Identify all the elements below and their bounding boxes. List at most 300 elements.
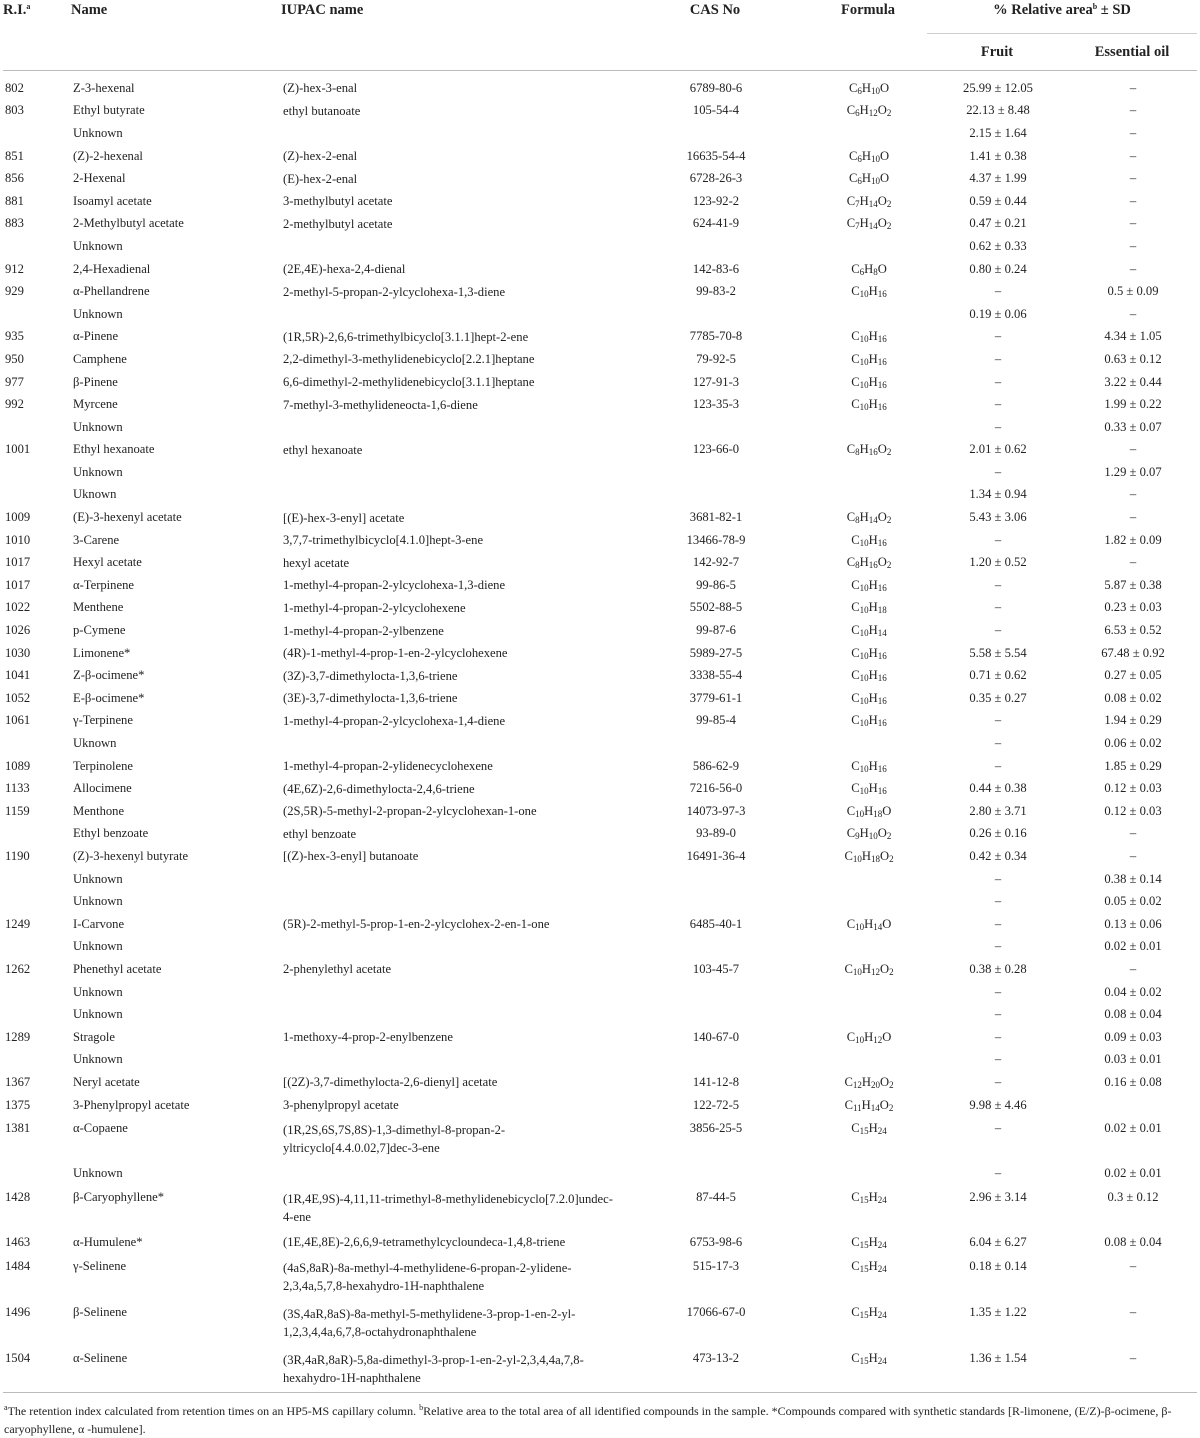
cell-essential-oil: 0.02 ± 0.01 [1104,1166,1162,1181]
cell-iupac: [(2Z)-3,7-dimethylocta-2,6-dienyl] acetate [283,1075,498,1090]
cell-ri: 1496 [5,1304,31,1319]
cell-name: Neryl acetate [73,1074,140,1089]
cell-iupac: 1-methyl-4-propan-2-ylcyclohexa-1,4-diene [283,713,506,728]
table-row [3,958,1197,981]
cell-name: Unknown [73,1166,123,1181]
cell-name: α-Selinene [73,1350,128,1365]
table-row [3,1162,1197,1185]
cell-cas: 140-67-0 [692,1029,740,1044]
cell-essential-oil: 1.85 ± 0.29 [1104,758,1162,773]
cell-cas: 87-44-5 [696,1189,736,1204]
cell-essential-oil: 0.03 ± 0.01 [1104,1052,1162,1067]
cell-fruit: – [994,871,1002,886]
cell-essential-oil: 0.08 ± 0.02 [1104,690,1162,705]
table-row [3,732,1197,755]
cell-ri [3,461,71,484]
cell-ri [3,1003,71,1026]
cell-iupac [281,1003,621,1026]
cell-formula: $C_{10}H_{16}$ [851,690,887,706]
cell-ri: 1022 [5,600,31,615]
cell-name: 2-Hexenal [73,171,126,186]
cell-cas: 14073-97-3 [686,803,746,818]
cell-ri [3,890,71,913]
cell-iupac [281,1049,621,1072]
cell-cas: 105-54-4 [692,103,740,118]
cell-formula: $C_{10}H_{14}$ [851,623,887,639]
cell-ri [3,823,71,846]
cell-formula: $C_{10}H_{18}$ [851,600,887,616]
table-row [3,710,1197,733]
cell-essential-oil: – [1129,442,1137,457]
cell-fruit: 0.71 ± 0.62 [969,668,1027,683]
cell-fruit: – [994,713,1002,728]
cell-cas [621,461,809,484]
cell-iupac: 1-methyl-4-propan-2-ylidenecyclohexene [283,759,493,774]
cell-ri: 1159 [5,803,30,818]
cell-cas [621,1049,809,1072]
cell-cas: 122-72-5 [692,1097,740,1112]
cell-iupac: 2,2-dimethyl-3-methylidenebicyclo[2.2.1]heptane [283,352,535,367]
cell-cas: 6485-40-1 [689,916,743,931]
cell-formula [809,1049,927,1072]
cell-formula: $C_{15}H_{24}$ [851,1121,887,1137]
cell-name: (Z)-2-hexenal [73,148,143,163]
cell-essential-oil: 0.27 ± 0.05 [1104,668,1162,683]
cell-formula [809,732,927,755]
cell-cas: 142-92-7 [692,555,740,570]
table-row [3,777,1197,800]
cell-iupac: 1-methoxy-4-prop-2-enylbenzene [283,1030,453,1045]
cell-iupac: (5R)-2-methyl-5-prop-1-en-2-ylcyclohex-2-en-1-one [283,917,550,932]
cell-formula: $C_9H_{10}O_2$ [846,826,892,842]
cell-ri: 1463 [5,1234,31,1249]
cell-formula: $C_{11}H_{14}O_2$ [844,1097,894,1113]
cell-formula: $C_{10}H_{16}$ [851,645,887,661]
cell-iupac: (1R,5R)-2,6,6-trimethylbicyclo[3.1.1]hept-2-ene [283,329,529,344]
cell-fruit: – [994,329,1002,344]
cell-essential-oil: 0.04 ± 0.02 [1104,984,1162,999]
cell-formula: $C_{10}H_{16}$ [851,374,887,390]
table-row [3,642,1197,665]
cell-formula: $C_6H_8O$ [851,261,887,277]
cell-name: Unknown [73,238,123,253]
cell-ri [3,235,71,258]
cell-cas: 141-12-8 [692,1074,740,1089]
cell-essential-oil: 5.87 ± 0.38 [1104,577,1162,592]
cell-cas: 6753-98-6 [689,1234,743,1249]
cell-essential-oil: 4.34 ± 1.05 [1104,329,1162,344]
cell-essential-oil: – [1129,1258,1137,1273]
header-ri: R.I.$^a$ [3,2,31,18]
cell-name: Camphene [73,351,127,366]
cell-ri: 1052 [5,690,31,705]
cell-cas: 93-89-0 [696,826,736,841]
cell-formula: $C_6H_{12}O_2$ [846,103,892,119]
cell-iupac: 2-methyl-5-propan-2-ylcyclohexa-1,3-diene [283,284,506,299]
cell-essential-oil: – [1129,1350,1137,1365]
cell-fruit: – [994,623,1002,638]
cell-ri: 1001 [5,442,31,457]
cell-fruit: – [994,1029,1002,1044]
table-row [3,574,1197,597]
cell-fruit: – [994,916,1002,931]
table-row [3,167,1197,190]
table-row [3,913,1197,936]
cell-ri: 1133 [5,781,30,796]
volatile-compounds-table [3,0,1197,1393]
cell-iupac [281,303,621,326]
cell-cas: 99-87-6 [696,623,736,638]
cell-ri: 802 [5,80,24,95]
cell-fruit: – [994,1166,1002,1181]
table-row [3,484,1197,507]
cell-essential-oil: 1.94 ± 0.29 [1104,713,1162,728]
cell-formula: $C_{15}H_{24}$ [851,1304,887,1320]
cell-cas: 6728-26-3 [689,171,743,186]
header-essential-oil: Essential oil [1094,43,1170,60]
cell-iupac: 2-methylbutyl acetate [283,216,393,231]
cell-cas: 7216-56-0 [689,781,743,796]
cell-ri: 1289 [5,1029,31,1044]
cell-name: Menthone [73,803,125,818]
cell-name: Uknown [73,736,117,751]
cell-formula [809,936,927,959]
table-row [3,71,1197,100]
cell-iupac [281,981,621,1004]
table-row [3,529,1197,552]
cell-iupac: (2S,5R)-5-methyl-2-propan-2-ylcyclohexan-1-one [283,804,537,819]
cell-iupac: (1E,4E,8E)-2,6,6,9-tetramethylcycloundeca-1,4,8-triene [283,1235,566,1250]
cell-cas: 103-45-7 [692,961,740,976]
cell-formula: $C_{10}H_{16}$ [851,329,887,345]
cell-iupac [281,416,621,439]
cell-formula: $C_6H_{10}O$ [848,171,890,187]
cell-cas: 17066-67-0 [686,1304,746,1319]
cell-formula: $C_{10}H_{16}$ [851,577,887,593]
cell-iupac: (1R,2S,6S,7S,8S)-1,3-dimethyl-8-propan-2-yltricyclo[4.4.0.02,7]dec-3-ene [283,1123,506,1156]
cell-essential-oil: 0.33 ± 0.07 [1104,419,1162,434]
cell-fruit: 0.26 ± 0.16 [969,826,1027,841]
cell-iupac [281,122,621,145]
cell-essential-oil [1067,1094,1197,1117]
cell-fruit: 0.42 ± 0.34 [969,848,1027,863]
cell-name: (E)-3-hexenyl acetate [73,510,182,525]
cell-iupac: (4aS,8aR)-8a-methyl-4-methylidene-6-propan-2-ylidene-2,3,4a,5,7,8-hexahydro-1H-naphthalene [283,1260,572,1293]
cell-cas: 16491-36-4 [686,848,746,863]
cell-iupac [281,732,621,755]
cell-formula: $C_{12}H_{20}O_2$ [844,1074,894,1090]
cell-cas: 473-13-2 [692,1350,740,1365]
table-row [3,303,1197,326]
cell-iupac: (3R,4aR,8aR)-5,8a-dimethyl-3-prop-1-en-2-yl-2,3,4,4a,7,8-hexahydro-1H-naphthalene [283,1352,584,1385]
cell-iupac: (3Z)-3,7-dimethylocta-1,3,6-triene [283,668,458,683]
cell-iupac [281,461,621,484]
cell-essential-oil: 0.05 ± 0.02 [1104,894,1162,909]
cell-fruit: 0.44 ± 0.38 [969,781,1027,796]
table-row [3,439,1197,462]
table-row [3,1049,1197,1072]
cell-ri [3,981,71,1004]
cell-name: Unknown [73,871,123,886]
cell-essential-oil: 6.53 ± 0.52 [1104,623,1162,638]
cell-fruit: – [994,577,1002,592]
cell-fruit: 25.99 ± 12.05 [963,80,1033,95]
cell-formula [809,981,927,1004]
cell-fruit: – [994,758,1002,773]
table-row [3,936,1197,959]
table-row [3,258,1197,281]
cell-name: Allocimene [73,781,132,796]
cell-ri [3,732,71,755]
table-row [3,280,1197,303]
cell-iupac: ethyl benzoate [283,826,357,841]
cell-cas: 127-91-3 [692,374,740,389]
compound-table-container [3,0,1197,1438]
cell-name: Ethyl butyrate [73,103,145,118]
cell-formula: $C_{10}H_{16}$ [851,532,887,548]
cell-cas [621,868,809,891]
cell-essential-oil: 0.09 ± 0.03 [1104,1029,1162,1044]
cell-ri [3,1049,71,1072]
cell-iupac [281,235,621,258]
cell-formula [809,890,927,913]
cell-formula: $C_{10}H_{18}O_2$ [844,848,894,864]
cell-formula: $C_{15}H_{24}$ [851,1189,887,1205]
table-row [3,551,1197,574]
cell-ri: 992 [5,397,24,412]
cell-name: α-Terpinene [73,577,134,592]
table-row [3,1254,1197,1300]
table-row [3,664,1197,687]
cell-cas: 123-92-2 [692,193,740,208]
table-row [3,619,1197,642]
cell-fruit: 0.80 ± 0.24 [969,261,1027,276]
cell-formula: $C_8H_{16}O_2$ [846,442,892,458]
cell-name: Unknown [73,464,123,479]
cell-cas [621,981,809,1004]
table-row [3,597,1197,620]
cell-name: Unknown [73,1052,123,1067]
cell-iupac: (2E,4E)-hexa-2,4-dienal [283,262,406,277]
table-row [3,1003,1197,1026]
cell-essential-oil: 67.48 ± 0.92 [1101,645,1165,660]
cell-fruit: 9.98 ± 4.46 [969,1097,1027,1112]
cell-ri: 1017 [5,555,31,570]
cell-fruit: 0.38 ± 0.28 [969,961,1027,976]
cell-cas: 515-17-3 [692,1258,740,1273]
cell-essential-oil: – [1129,193,1137,208]
cell-essential-oil: – [1129,826,1137,841]
cell-formula: $C_{10}H_{12}O_2$ [844,961,894,977]
cell-formula: $C_7H_{14}O_2$ [846,193,892,209]
table-header [3,0,1197,71]
cell-fruit: 1.35 ± 1.22 [969,1304,1027,1319]
cell-cas [621,484,809,507]
cell-ri [3,936,71,959]
cell-name: β-Selinene [73,1304,127,1319]
cell-fruit: 1.34 ± 0.94 [969,487,1027,502]
table-row [3,416,1197,439]
cell-fruit: – [994,736,1002,751]
cell-iupac: (1R,4E,9S)-4,11,11-trimethyl-8-methylidenebicyclo[7.2.0]undec-4-ene [283,1191,613,1224]
cell-fruit: – [994,1121,1002,1136]
cell-formula: $C_{10}H_{16}$ [851,668,887,684]
table-footnote: $^a$The retention index calculated from retention times on an HP5-MS capillary column. $^b$Relative area to the total area of all identified compounds in the sample. *Compounds compared with synthetic standards [R-limonene, (E/Z)-β-ocimene, β-caryophyllene, α -humulene]. [4,1402,1172,1436]
table-body [3,71,1197,1393]
cell-essential-oil: – [1129,261,1137,276]
cell-name: α-Humulene* [73,1234,143,1249]
cell-name: (Z)-3-hexenyl butyrate [73,848,189,863]
cell-formula: $C_7H_{14}O_2$ [846,216,892,232]
cell-essential-oil: 0.12 ± 0.03 [1104,803,1162,818]
cell-essential-oil: – [1129,125,1137,140]
table-row [3,461,1197,484]
cell-ri: 856 [5,171,24,186]
cell-ri: 1428 [5,1189,31,1204]
cell-iupac [281,936,621,959]
table-row [3,348,1197,371]
cell-essential-oil: 0.12 ± 0.03 [1104,781,1162,796]
cell-essential-oil: – [1129,555,1137,570]
cell-name: 3-Carene [73,532,120,547]
cell-formula [809,416,927,439]
cell-iupac: 1-methyl-4-propan-2-ylcyclohexene [283,600,466,615]
cell-name: Phenethyl acetate [73,961,162,976]
header-cas: CAS No [689,2,741,18]
cell-formula: $C_{10}H_{16}$ [851,351,887,367]
cell-iupac [281,484,621,507]
cell-cas: 624-41-9 [692,216,740,231]
cell-name: I-Carvone [73,916,125,931]
cell-essential-oil: 0.02 ± 0.01 [1104,939,1162,954]
cell-formula: $C_{10}H_{16}$ [851,781,887,797]
cell-cas [621,936,809,959]
table-row [3,687,1197,710]
cell-fruit: – [994,1052,1002,1067]
cell-iupac: (3S,4aR,8aS)-8a-methyl-5-methylidene-3-prop-1-en-2-yl-1,2,3,4,4a,6,7,8-octahydronaphthalene [283,1306,576,1339]
cell-formula: $C_{10}H_{16}$ [851,397,887,413]
cell-fruit: 5.43 ± 3.06 [969,510,1027,525]
cell-fruit: 0.18 ± 0.14 [969,1258,1027,1273]
cell-cas [621,732,809,755]
header-fruit: Fruit [980,43,1014,60]
cell-iupac: (Z)-hex-2-enal [283,149,358,164]
cell-cas: 142-83-6 [692,261,740,276]
cell-cas: 586-62-9 [692,758,740,773]
cell-essential-oil: 0.38 ± 0.14 [1104,871,1162,886]
table-row [3,371,1197,394]
cell-cas: 7785-70-8 [689,329,743,344]
cell-ri: 1190 [5,848,30,863]
cell-essential-oil: 0.08 ± 0.04 [1104,1234,1162,1249]
cell-ri [3,868,71,891]
cell-fruit: – [994,894,1002,909]
cell-fruit: 22.13 ± 8.48 [966,103,1030,118]
cell-name: Terpinolene [73,758,133,773]
cell-ri [3,416,71,439]
cell-ri: 1367 [5,1074,31,1089]
cell-cas [621,122,809,145]
cell-essential-oil: 0.02 ± 0.01 [1104,1121,1162,1136]
cell-iupac: [(Z)-hex-3-enyl] butanoate [283,849,419,864]
cell-ri: 1249 [5,916,31,931]
cell-essential-oil: – [1129,216,1137,231]
cell-ri: 883 [5,216,24,231]
cell-essential-oil: – [1129,171,1137,186]
table-row [3,1300,1197,1346]
cell-essential-oil: – [1129,961,1137,976]
cell-formula [809,868,927,891]
cell-fruit: – [994,600,1002,615]
cell-fruit: – [994,464,1002,479]
cell-fruit: – [994,419,1002,434]
cell-formula: $C_6H_{10}O$ [848,148,890,164]
cell-name: Unknown [73,1007,123,1022]
cell-name: Hexyl acetate [73,555,142,570]
cell-cas: 6789-80-6 [689,80,743,95]
cell-cas [621,1003,809,1026]
cell-ri: 1017 [5,577,31,592]
cell-fruit: 1.41 ± 0.38 [969,148,1027,163]
cell-fruit: – [994,374,1002,389]
table-row [3,190,1197,213]
cell-essential-oil: 0.23 ± 0.03 [1104,600,1162,615]
cell-name: Unknown [73,419,123,434]
cell-cas: 3338-55-4 [689,668,743,683]
cell-ri [3,122,71,145]
cell-name: Isoamyl acetate [73,193,152,208]
cell-fruit: 0.19 ± 0.06 [969,306,1027,321]
cell-formula: $C_{10}H_{18}O$ [846,803,892,819]
cell-ri: 1010 [5,532,31,547]
cell-essential-oil: – [1129,148,1137,163]
cell-fruit: – [994,351,1002,366]
cell-fruit: 1.20 ± 0.52 [969,555,1027,570]
cell-iupac: 3,7,7-trimethylbicyclo[4.1.0]hept-3-ene [283,533,484,548]
table-row [3,145,1197,168]
cell-formula: $C_6H_{10}O$ [848,80,890,96]
cell-ri: 803 [5,103,24,118]
cell-ri [3,484,71,507]
cell-cas [621,303,809,326]
cell-ri: 1041 [5,668,31,683]
cell-formula [809,484,927,507]
cell-ri: 1030 [5,645,31,660]
table-row [3,393,1197,416]
cell-cas [621,235,809,258]
cell-name: α-Pinene [73,329,119,344]
table-row [3,326,1197,349]
cell-formula [809,235,927,258]
cell-fruit: 0.35 ± 0.27 [969,690,1027,705]
cell-formula: $C_8H_{14}O_2$ [846,510,892,526]
cell-cas: 79-92-5 [696,351,736,366]
cell-fruit: 1.36 ± 1.54 [969,1350,1027,1365]
cell-iupac: (4R)-1-methyl-4-prop-1-en-2-ylcyclohexene [283,646,508,661]
table-row [3,122,1197,145]
cell-cas: 3856-25-5 [689,1121,743,1136]
cell-essential-oil: – [1129,238,1137,253]
cell-iupac: hexyl acetate [283,555,350,570]
cell-formula: $C_{10}H_{16}$ [851,284,887,300]
cell-essential-oil: 1.99 ± 0.22 [1104,397,1162,412]
cell-formula: $C_{10}H_{16}$ [851,713,887,729]
cell-ri: 1381 [5,1121,31,1136]
cell-ri: 1009 [5,510,31,525]
cell-name: Unknown [73,939,123,954]
cell-iupac: (4E,6Z)-2,6-dimethylocta-2,4,6-triene [283,781,475,796]
cell-fruit: 0.62 ± 0.33 [969,238,1027,253]
